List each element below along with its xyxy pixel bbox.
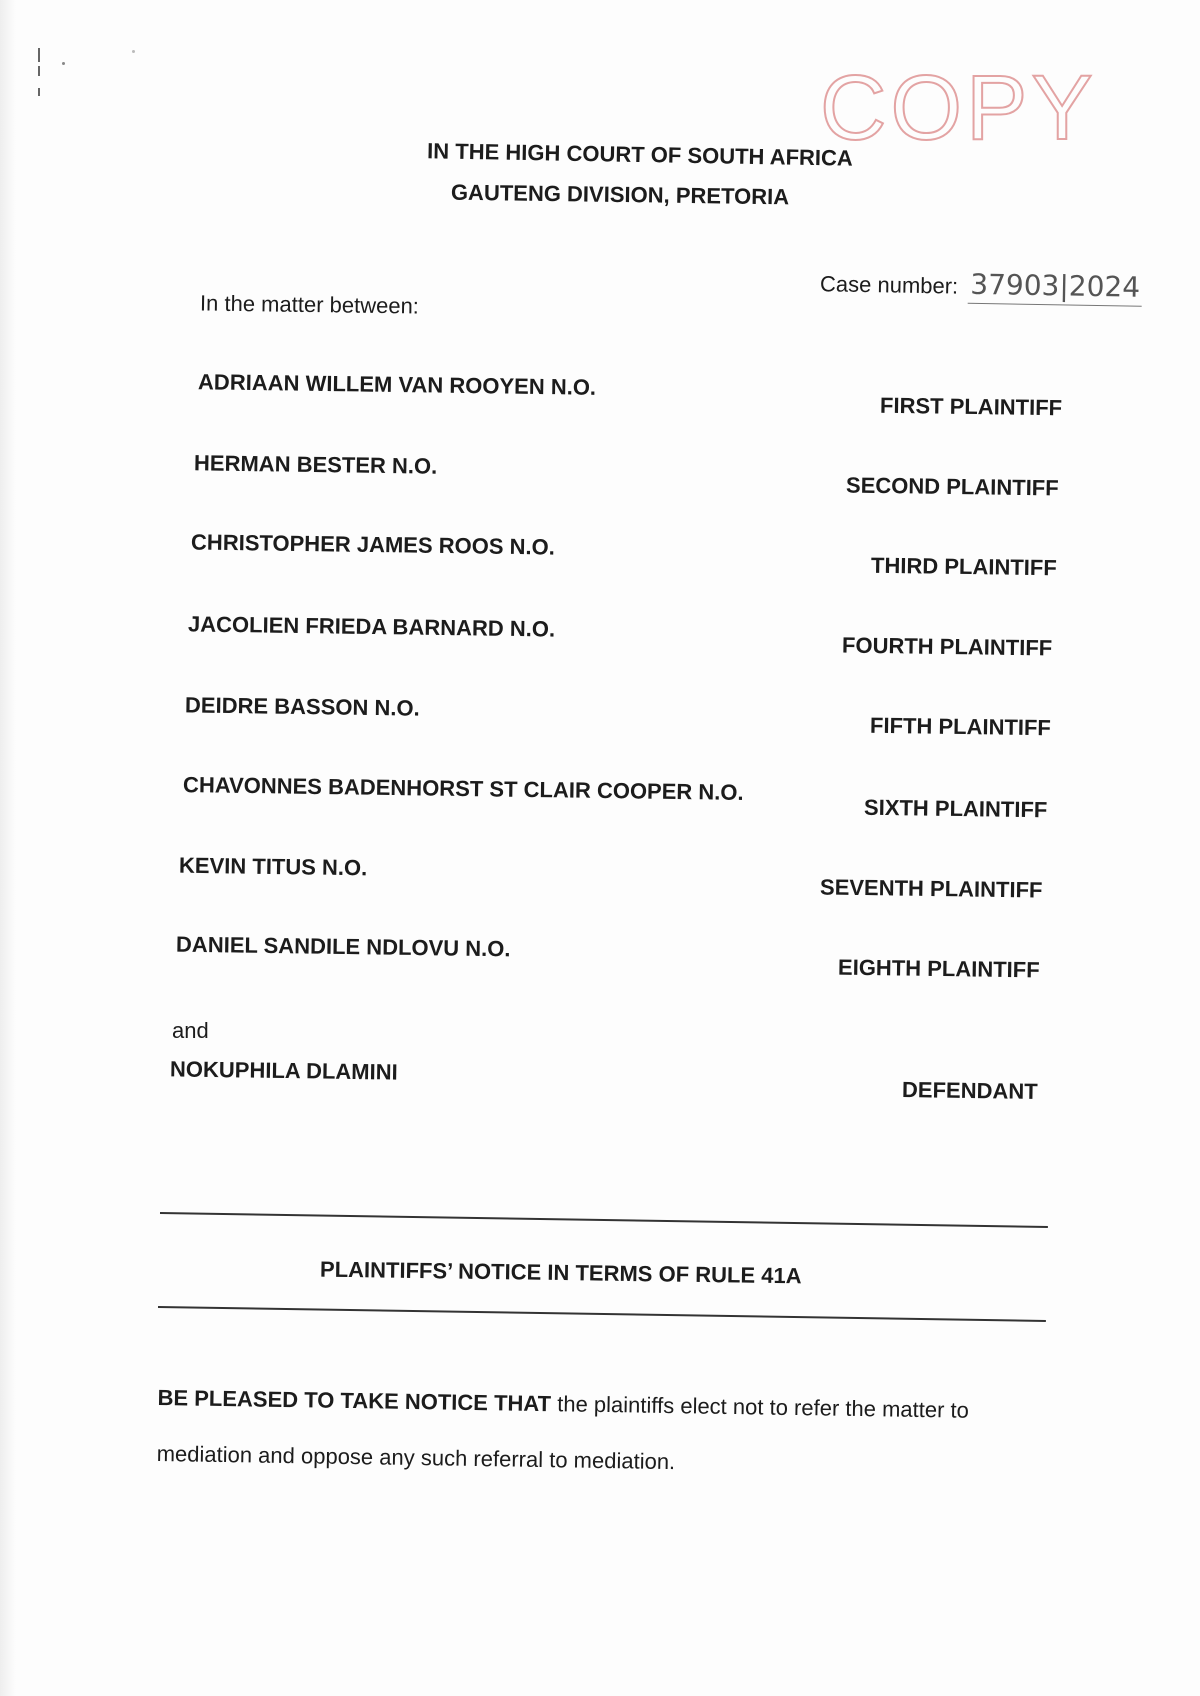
notice-body-text: the plaintiffs elect not to refer the matter to mediation and oppose any such referral to mediation.	[156, 1391, 970, 1475]
notice-body-lead: BE PLEASED TO TAKE NOTICE THAT	[157, 1384, 552, 1417]
and-conjunction: and	[172, 1018, 209, 1043]
divider-bottom	[158, 1306, 1046, 1322]
party-role: THIRD PLAINTIFF	[870, 552, 1057, 581]
court-division: GAUTENG DIVISION, PRETORIA	[450, 179, 790, 210]
notice-body	[156, 1370, 1048, 1496]
case-number-handwritten: 37903|2024	[968, 268, 1142, 307]
party-name: HERMAN BESTER N.O.	[193, 450, 438, 479]
defendant-role: DEFENDANT	[901, 1077, 1038, 1104]
party-role: SEVENTH PLAINTIFF	[819, 874, 1043, 903]
court-title: IN THE HIGH COURT OF SOUTH AFRICA	[426, 138, 854, 171]
party-name: KEVIN TITUS N.O.	[178, 852, 368, 881]
party-name: CHAVONNES BADENHORST ST CLAIR COOPER N.O.	[182, 772, 744, 805]
copy-stamp: COPY	[820, 57, 1097, 159]
case-number	[820, 265, 1143, 307]
party-role: SECOND PLAINTIFF	[845, 472, 1059, 501]
case-number-label: Case number:	[819, 271, 959, 299]
margin-mark	[38, 88, 40, 96]
divider-top	[160, 1212, 1048, 1228]
party-name: JACOLIEN FRIEDA BARNARD N.O.	[187, 611, 556, 642]
party-name: CHRISTOPHER JAMES ROOS N.O.	[190, 529, 556, 560]
party-role: EIGHTH PLAINTIFF	[837, 954, 1040, 983]
party-role: FIFTH PLAINTIFF	[869, 712, 1052, 741]
party-name: DANIEL SANDILE NDLOVU N.O.	[175, 931, 511, 962]
margin-mark	[38, 48, 40, 62]
party-role: FOURTH PLAINTIFF	[841, 632, 1053, 661]
scan-edge-shadow	[0, 0, 16, 1696]
party-name: ADRIAAN WILLEM VAN ROOYEN N.O.	[197, 369, 597, 400]
scan-speck	[132, 50, 135, 53]
defendant-name: NOKUPHILA DLAMINI	[169, 1056, 398, 1085]
party-role: FIRST PLAINTIFF	[879, 392, 1063, 421]
margin-mark	[38, 66, 40, 76]
matter-intro: In the matter between:	[199, 290, 420, 319]
party-name: DEIDRE BASSON N.O.	[184, 692, 420, 721]
scan-speck	[62, 62, 65, 65]
notice-heading: PLAINTIFFS’ NOTICE IN TERMS OF RULE 41A	[319, 1256, 802, 1289]
party-role: SIXTH PLAINTIFF	[863, 794, 1048, 823]
